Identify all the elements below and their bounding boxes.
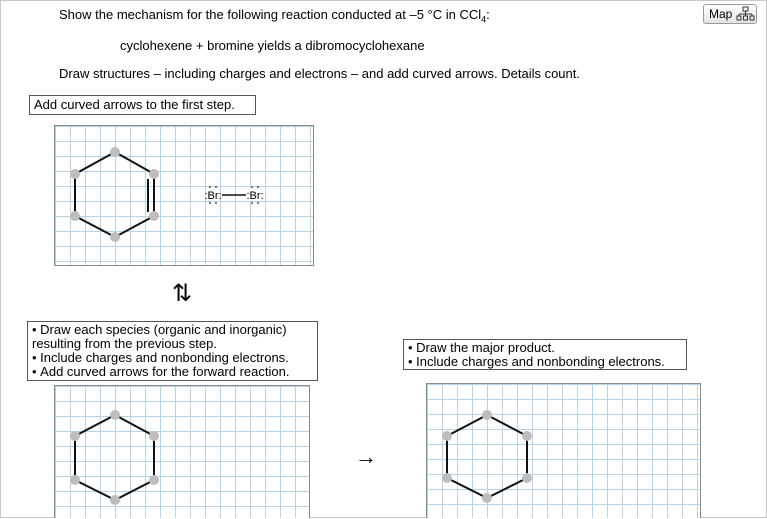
step3-drawing-canvas[interactable]	[426, 383, 701, 518]
bromine-molecule	[204, 186, 263, 204]
cyclohexane-ring	[70, 410, 159, 505]
sitemap-icon	[736, 6, 756, 22]
forward-arrow-icon: →	[355, 444, 377, 469]
step1-drawing-canvas[interactable]	[54, 125, 314, 266]
step2-bullet: • Include charges and nonbonding electrons.	[32, 351, 313, 365]
map-button[interactable]	[703, 4, 757, 24]
equilibrium-arrow-icon: ⇅	[172, 280, 193, 307]
cyclohexene-structure	[70, 147, 159, 242]
step2-bullet: • Add curved arrows for the forward reaction.	[32, 365, 313, 379]
bromine-atom-left: :Br:	[204, 190, 222, 202]
step2-drawing-canvas[interactable]	[54, 385, 310, 518]
step3-bullet: • Draw the major product.	[408, 341, 682, 355]
step2-instructions	[27, 321, 318, 381]
step1-structures	[55, 126, 313, 265]
step3-structures	[427, 384, 700, 519]
step1-label: Add curved arrows to the first step.	[29, 95, 256, 115]
cyclohexane-ring	[442, 410, 532, 503]
step3-instructions	[403, 339, 687, 370]
bromine-atom-right: :Br:	[246, 190, 264, 202]
map-button-label: Map	[709, 7, 733, 21]
instructions-text: Draw structures – including charges and electrons – and add curved arrows. Details count.	[59, 66, 580, 81]
reaction-text: cyclohexene + bromine yields a dibromocyclohexane	[120, 38, 425, 53]
step2-structures	[55, 386, 309, 519]
step3-bullet: • Include charges and nonbonding electrons.	[408, 355, 682, 369]
question-line: Show the mechanism for the following reaction conducted at –5 °C in CCl$_4$:	[59, 7, 490, 25]
step2-bullet: • Draw each species (organic and inorganic) resulting from the previous step.	[32, 323, 313, 351]
